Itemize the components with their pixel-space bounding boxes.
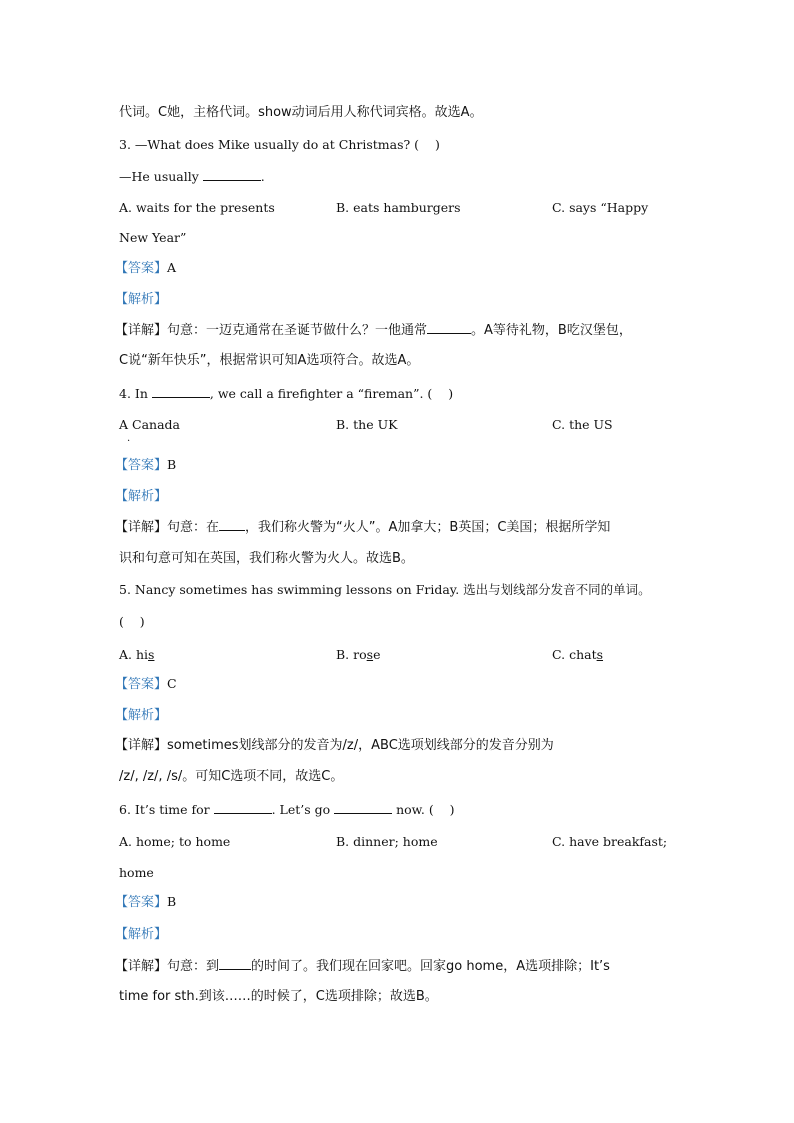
answer-value: B (167, 894, 177, 909)
option-b: B. the UK (336, 417, 398, 432)
q5-detail-2: /z/, /z/, /s/。可知C选项不同，故选C。 (119, 769, 344, 784)
option-b: B. eats hamburgers (336, 200, 461, 215)
text: . (260, 169, 265, 184)
answer-value: A (167, 260, 177, 275)
option-a (119, 647, 154, 662)
text: 句意：到 (167, 959, 220, 974)
q4-analysis (115, 487, 168, 506)
text: 6. It’s time for (119, 802, 214, 817)
text: . Let’s go (271, 802, 335, 817)
text: 4. In (119, 386, 152, 401)
text: 的时间了。我们现在回家吧。回家go home，A选项排除；It’s (251, 959, 610, 974)
text: now. ( ) (392, 802, 455, 817)
blank (427, 321, 471, 334)
option-b (336, 646, 380, 664)
q6-detail-2: time for sth.到该……的时候了，C选项排除；故选B。 (119, 989, 438, 1004)
q4-detail-2: 识和句意可知在英国，我们称火警为火人。故选B。 (119, 551, 414, 566)
text: 句意：在 (167, 520, 220, 535)
q4-options (119, 416, 679, 444)
q5-analysis (115, 706, 168, 725)
option-c (552, 646, 603, 664)
option-a: A. home; to home (119, 834, 231, 849)
analysis-label: 【解析】 (115, 927, 168, 942)
detail-label: 【详解】 (115, 959, 168, 974)
q6-analysis (115, 925, 168, 944)
answer-blank (152, 385, 210, 398)
underlined-letter: s (596, 647, 604, 662)
q4-answer (115, 456, 177, 475)
q4-stem (119, 385, 453, 403)
option-c: C. have breakfast; (552, 834, 668, 849)
answer-blank (203, 168, 261, 181)
analysis-label: 【解析】 (115, 292, 168, 307)
answer-value: B (167, 457, 177, 472)
answer-label: 【答案】 (115, 895, 168, 910)
answer-blank-2 (334, 801, 392, 814)
text: , we call a firefighter a “fireman”. ( ) (209, 386, 454, 401)
q5-options (119, 646, 679, 664)
intro-text: 代词。C她，主格代词。show动词后用人称代词宾格。故选A。 (119, 105, 483, 120)
text: sometimes划线部分的发音为/z/，ABC选项划线部分的发音分别为 (167, 738, 554, 753)
q3-options (119, 199, 679, 217)
text: 。A等待礼物，B吃汉堡包， (471, 323, 632, 338)
detail-label: 【详解】 (115, 323, 168, 338)
q6-options (119, 833, 679, 851)
text: C. chat (552, 647, 597, 662)
underlined-letter: s (148, 647, 155, 662)
q3-analysis (115, 290, 168, 309)
text: —He usually (119, 169, 203, 184)
q3-stem: 3. —What does Mike usually do at Christmas? ( ) (119, 137, 440, 152)
blank (219, 957, 251, 970)
q3-detail-1 (115, 321, 632, 340)
dot: . (127, 433, 131, 444)
text: B. ro (336, 647, 367, 662)
option-b: B. dinner; home (336, 834, 438, 849)
analysis-label: 【解析】 (115, 489, 168, 504)
blank (219, 518, 245, 531)
text: 句意：一迈克通常在圣诞节做什么？一他通常 (167, 323, 428, 338)
q6-answer (115, 893, 177, 912)
q4-detail-1 (115, 518, 611, 537)
option-a: A Canada (119, 417, 180, 432)
q3-detail-2: C说“新年快乐”，根据常识可知A选项符合。故选A。 (119, 353, 420, 368)
q3-option-c-cont: New Year” (119, 230, 187, 245)
text: e (373, 647, 381, 662)
option-a: A. waits for the presents (119, 200, 275, 215)
detail-label: 【详解】 (115, 520, 168, 535)
analysis-label: 【解析】 (115, 708, 168, 723)
q6-option-c-cont: home (119, 865, 154, 880)
q5-detail-1 (115, 737, 554, 755)
q3-answer (115, 259, 177, 278)
answer-label: 【答案】 (115, 261, 168, 276)
text: A. hi (119, 647, 149, 662)
q5-paren: ( ) (119, 614, 145, 629)
text: ，我们称火警为“火人”。A加拿大；B英国；C美国；根据所学知 (245, 520, 611, 535)
option-c: C. says “Happy (552, 200, 649, 215)
answer-label: 【答案】 (115, 458, 168, 473)
answer-value: C (167, 676, 177, 691)
answer-label: 【答案】 (115, 677, 168, 692)
q5-answer (115, 675, 177, 694)
option-c: C. the US (552, 417, 613, 432)
q6-detail-1 (115, 957, 610, 976)
underlined-letter: s (366, 647, 374, 662)
q3-line2 (119, 168, 265, 186)
q5-stem: 5. Nancy sometimes has swimming lessons on Friday. 选出与划线部分发音不同的单词。 (119, 582, 651, 597)
detail-label: 【详解】 (115, 738, 168, 753)
answer-blank-1 (214, 801, 272, 814)
q6-stem (119, 801, 454, 819)
